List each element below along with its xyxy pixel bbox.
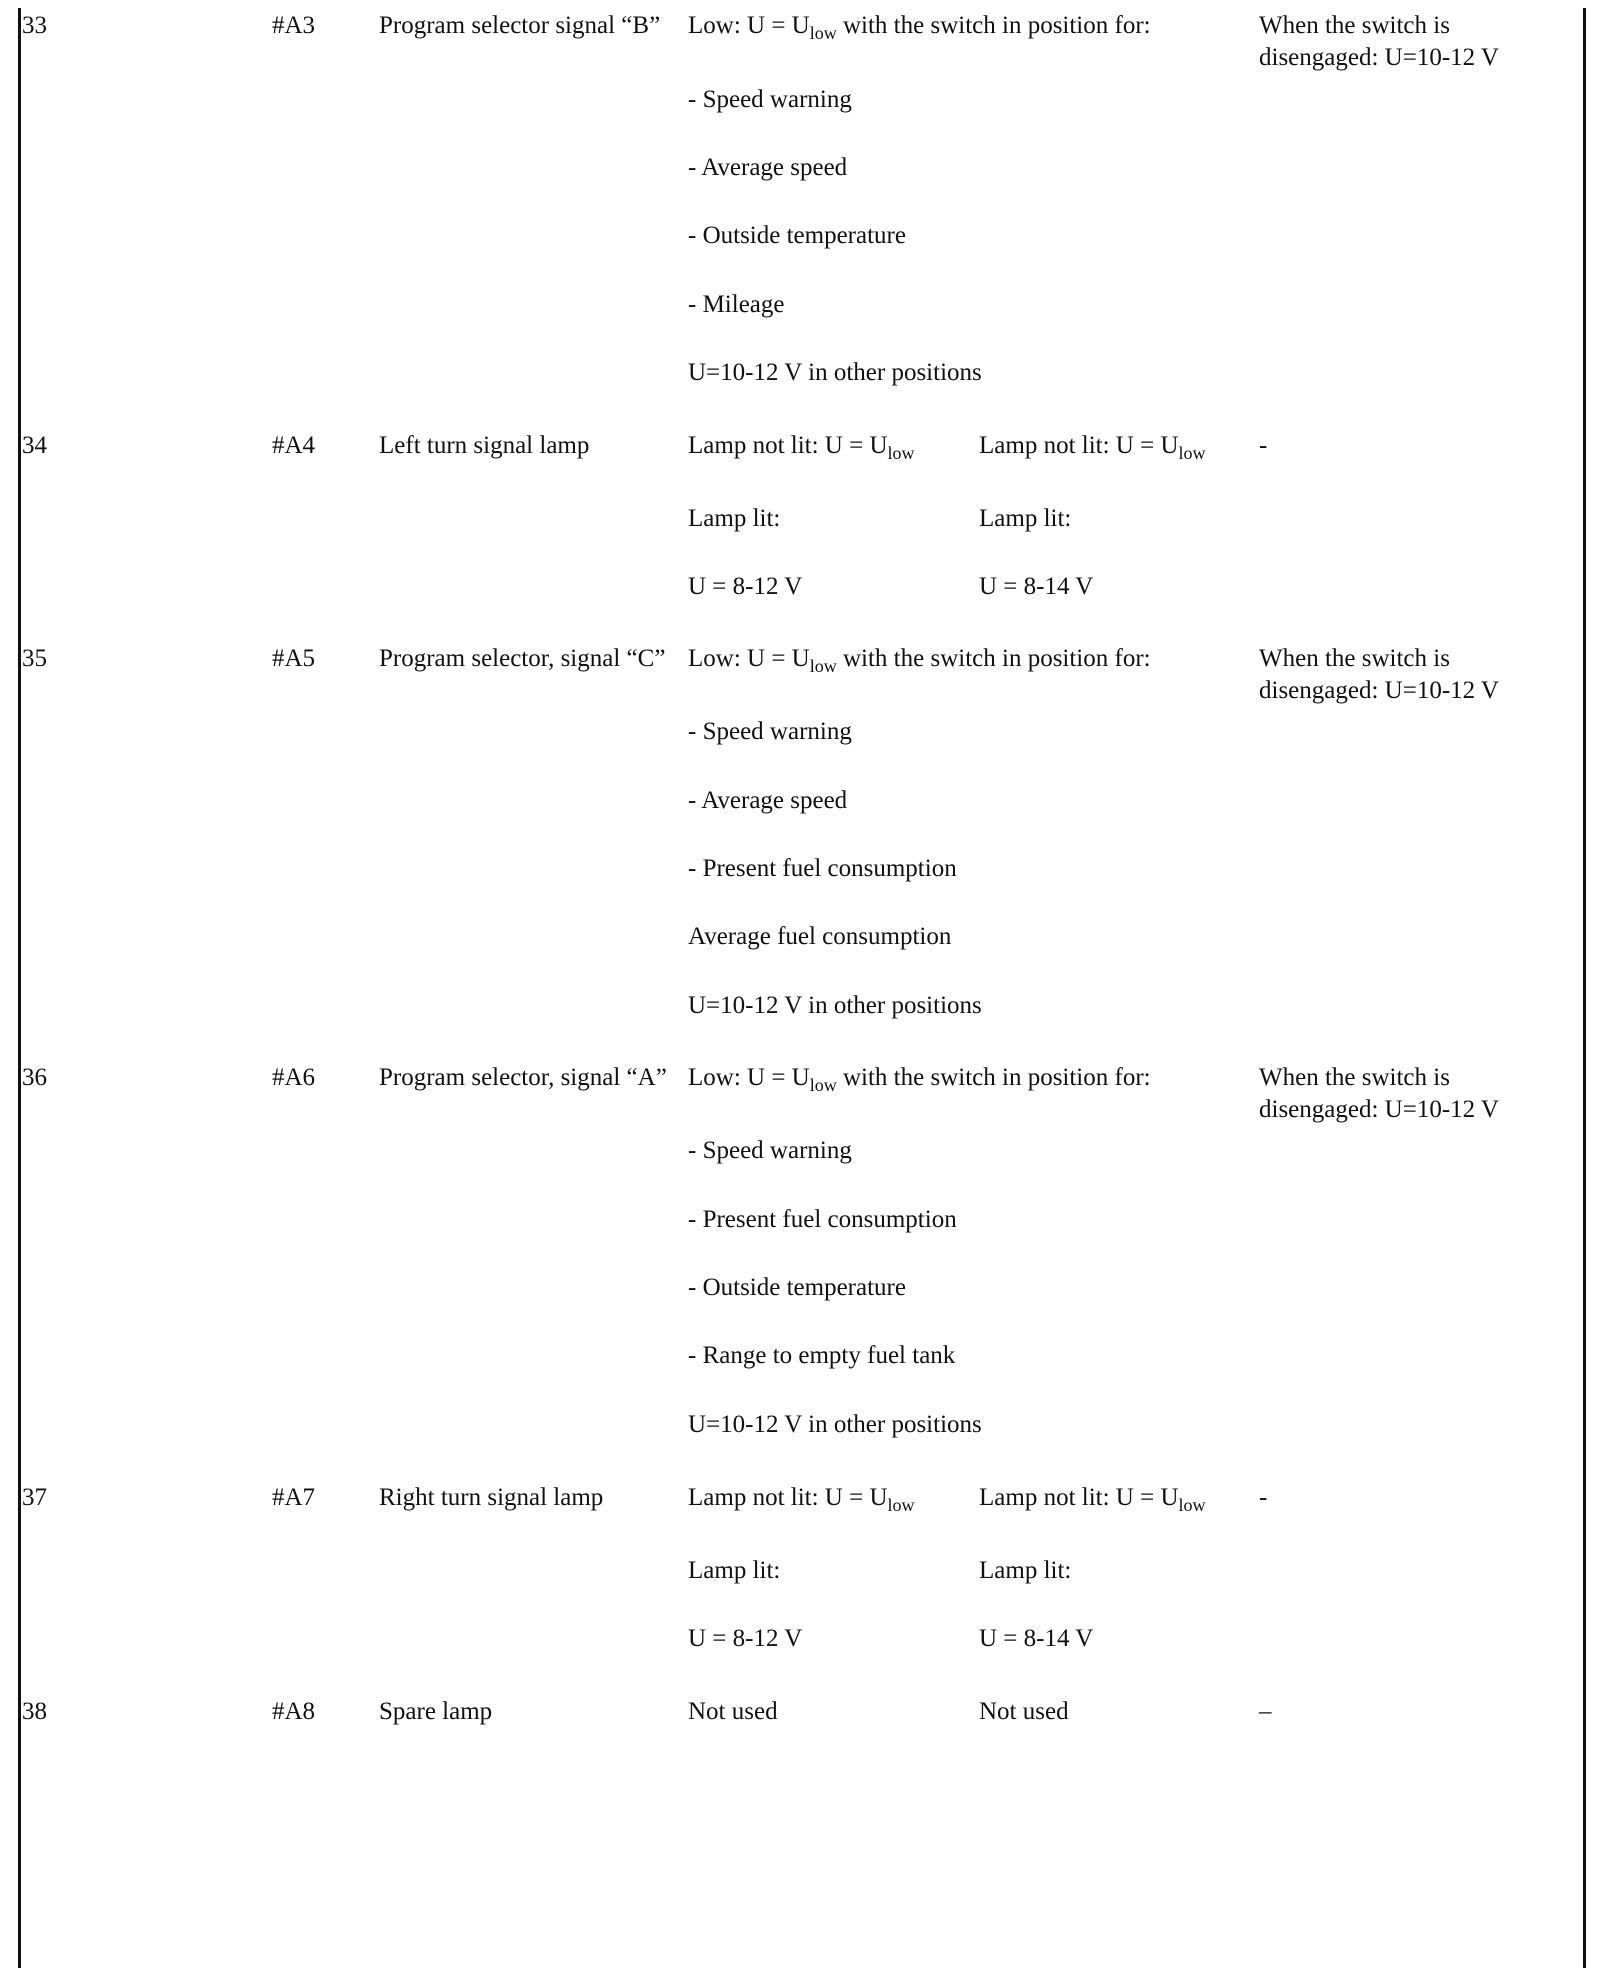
pin-number: 36 [22, 1064, 47, 1091]
note: - [1259, 432, 1268, 459]
lamp-lit-voltage: U = 8-12 V [688, 1625, 803, 1652]
signal-description: Program selector, signal “A” [379, 1064, 667, 1091]
other-positions-text: U=10-12 V in other positions [688, 359, 982, 386]
spec-low-line: Low: $U = U_{low}$ with the switch in position for: [688, 645, 1151, 676]
position-item: - Speed warning [688, 1137, 852, 1164]
signal-description: Spare lamp [379, 1698, 493, 1725]
pin-number: 38 [22, 1698, 47, 1725]
note: When the switch is disengaged: U=10-12 V [1259, 645, 1499, 704]
lamp-not-lit-value: Lamp not lit: $U = U_{low}$ [688, 1484, 915, 1515]
right-border-rule [1583, 8, 1586, 1968]
note: When the switch is disengaged: U=10-12 V [1259, 12, 1499, 71]
lamp-not-lit-value: Lamp not lit: $U = U_{low}$ [688, 432, 915, 463]
signal-code: #A7 [272, 1484, 316, 1511]
position-item: - Average speed [688, 154, 848, 181]
signal-code: #A6 [272, 1064, 316, 1091]
lamp-lit-label: Lamp lit: [979, 1557, 1072, 1584]
position-item: - Mileage [688, 291, 785, 318]
pin-number: 33 [22, 12, 47, 39]
signal-code: #A8 [272, 1698, 316, 1725]
not-used-value: Not used [979, 1698, 1069, 1725]
pin-number: 37 [22, 1484, 47, 1511]
signal-description: Right turn signal lamp [379, 1484, 604, 1511]
not-used-value: Not used [688, 1698, 778, 1725]
position-item: - Present fuel consumption [688, 1206, 957, 1233]
position-item: - Outside temperature [688, 222, 906, 249]
lamp-lit-voltage: U = 8-12 V [688, 573, 803, 600]
other-positions-text: U=10-12 V in other positions [688, 1411, 982, 1438]
lamp-not-lit-value: Lamp not lit: $U = U_{low}$ [979, 1484, 1206, 1515]
note: When the switch is disengaged: U=10-12 V [1259, 1064, 1499, 1123]
pin-number: 35 [22, 645, 47, 672]
position-item: Average fuel consumption [688, 923, 952, 950]
position-item: - Outside temperature [688, 1274, 906, 1301]
lamp-lit-label: Lamp lit: [688, 505, 781, 532]
left-border-rule [18, 8, 21, 1968]
position-item: - Speed warning [688, 86, 852, 113]
other-positions-text: U=10-12 V in other positions [688, 992, 982, 1019]
pin-number: 34 [22, 432, 47, 459]
signal-description: Program selector, signal “C” [379, 645, 666, 672]
signal-description: Program selector signal “B” [379, 12, 661, 39]
signal-description: Left turn signal lamp [379, 432, 590, 459]
lamp-lit-voltage: U = 8-14 V [979, 573, 1094, 600]
position-item: - Present fuel consumption [688, 855, 957, 882]
signal-code: #A5 [272, 645, 316, 672]
lamp-lit-label: Lamp lit: [688, 1557, 781, 1584]
note: – [1259, 1698, 1272, 1725]
signal-code: #A3 [272, 12, 316, 39]
spec-low-line: Low: $U = U_{low}$ with the switch in position for: [688, 1064, 1151, 1095]
position-item: - Average speed [688, 787, 848, 814]
position-item: - Range to empty fuel tank [688, 1342, 956, 1369]
lamp-not-lit-value: Lamp not lit: $U = U_{low}$ [979, 432, 1206, 463]
lamp-lit-voltage: U = 8-14 V [979, 1625, 1094, 1652]
spec-low-line: Low: $U = U_{low}$ with the switch in position for: [688, 12, 1151, 43]
position-item: - Speed warning [688, 718, 852, 745]
lamp-lit-label: Lamp lit: [979, 505, 1072, 532]
note: - [1259, 1484, 1268, 1511]
signal-code: #A4 [272, 432, 316, 459]
